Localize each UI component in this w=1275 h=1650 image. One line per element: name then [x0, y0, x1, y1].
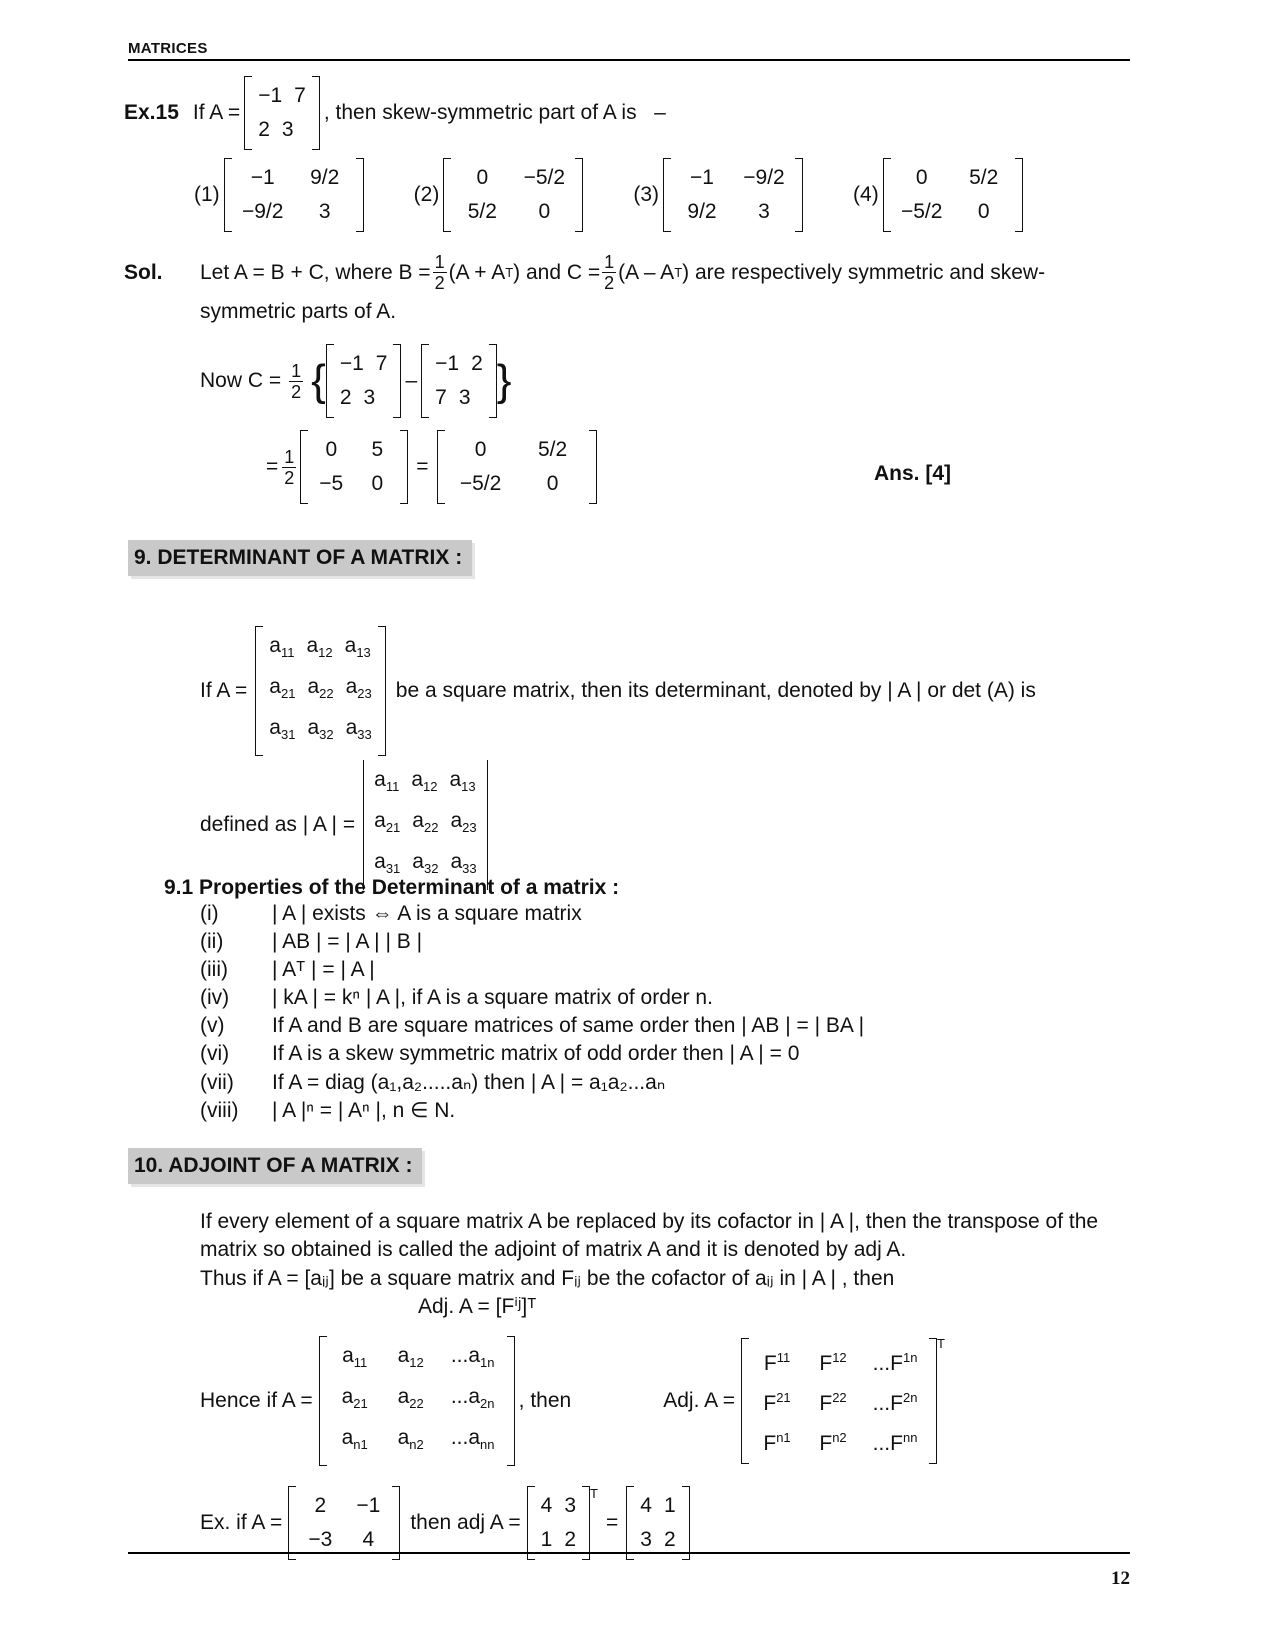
option-3-matrix: −1 −9/2 9/2 3 — [663, 158, 803, 232]
hence-equation: Hence if A = $a_{11}$ $a_{12}$ $...a_{1n}$ $a_{21}$ $a_{22}$ $...a_{2n}$ $a_{n1}$ $a_{n2}$ $...a_{nn}$ , then Adj. A = $F^{11}$ $F^{12}$ $...F^{1n}$ $F^{21}$ $F^{22}$ $...F^{2n}$ $F^{n1}$ $F^{n2}$ $...F^{nn}$ $^T$ — [200, 1336, 945, 1466]
solution-line-2: symmetric parts of A. — [200, 300, 397, 323]
option-1-label: (1) — [194, 183, 220, 206]
option-4-label: (4) — [853, 183, 879, 206]
c-result-equation: = $\frac{1}{2}$ 0 5 −5 0 = 0 5/2 −5/2 0 — [266, 430, 597, 504]
page-header: MATRICES — [128, 40, 208, 57]
option-4-matrix: 0 5/2 −5/2 0 — [883, 158, 1023, 232]
half-fraction: $\frac{1}{2}$ — [604, 252, 615, 293]
option-2-matrix: 0 −5/2 5/2 0 — [443, 158, 583, 232]
property-item: (v) If A and B are square matrices of same order then | AB | = | BA | — [200, 1014, 865, 1037]
page-number: 12 — [1111, 1568, 1130, 1589]
example-cofactors: 4 3 1 2 — [527, 1486, 590, 1560]
adjoint-example: Ex. if A = 2 −1 −3 4 then adj A = 4 3 1 2 $^T$ = 4 1 3 2 — [200, 1486, 690, 1560]
footer-rule — [128, 1552, 1130, 1554]
now-c-equation: Now C = $\frac{1}{2}$ { −1 7 2 3 – −1 2 7 3 } — [200, 344, 512, 418]
example-suffix: , then skew-symmetric part of A is – — [323, 101, 666, 124]
det-defined-as: defined as | A | = $a_{11}$ $a_{12}$ $a_{13}$ $a_{21}$ $a_{22}$ $a_{23}$ $a_{31}$ $a_{32}$ $a_{33}$ — [200, 760, 488, 890]
adjoint-para-1: If every element of a square matrix A be replaced by its cofactor in | A |, then the transpose of the — [200, 1210, 1099, 1233]
example-adjoint: 4 1 3 2 — [626, 1486, 689, 1560]
property-item: (i) | A | exists ⇔ A is a square matrix — [200, 902, 582, 925]
property-item: (vii) If A = diag (a₁,a₂.....aₙ) then | A | = a₁a₂...aₙ — [200, 1071, 666, 1094]
example-matrix: 2 −1 −3 4 — [288, 1486, 400, 1560]
adjoint-formula: Adj. A = [Fⁱʲ]ᵀ — [418, 1295, 537, 1318]
example-15 — [124, 76, 666, 150]
property-item: (iii) | Aᵀ | = | A | — [200, 958, 375, 981]
matrix-nxn: $a_{11}$ $a_{12}$ $...a_{1n}$ $a_{21}$ $a_{22}$ $...a_{2n}$ $a_{n1}$ $a_{n2}$ $...a_{nn}$ — [319, 1336, 515, 1466]
header-rule — [128, 59, 1130, 61]
det-definition: If A = $a_{11}$ $a_{12}$ $a_{13}$ $a_{21}$ $a_{22}$ $a_{23}$ $a_{31}$ $a_{32}$ $a_{33}$ be a square matrix, then its determinant, denoted by | A | or det (A) is — [200, 626, 1036, 756]
answer: Ans. [4] — [874, 462, 952, 485]
property-item: (iv) | kA | = kⁿ | A |, if A is a square matrix of order n. — [200, 986, 713, 1009]
adjoint-para-3: Thus if A = [aᵢⱼ] be a square matrix and Fᵢⱼ be the cofactor of aᵢⱼ in | A | , then — [200, 1267, 895, 1290]
matrix-A: −1 7 2 3 — [244, 76, 320, 150]
option-1-matrix: −1 9/2 −9/2 3 — [224, 158, 364, 232]
option-3-label: (3) — [633, 183, 660, 206]
solution-label: Sol. — [124, 260, 163, 284]
property-item: (vi) If A is a skew symmetric matrix of odd order then | A | = 0 — [200, 1042, 800, 1065]
matrix-3x3: $a_{11}$ $a_{12}$ $a_{13}$ $a_{21}$ $a_{22}$ $a_{23}$ $a_{31}$ $a_{32}$ $a_{33}$ — [255, 626, 385, 756]
property-item: (viii) | A |ⁿ = | Aⁿ |, n ∈ N. — [200, 1099, 456, 1122]
properties-heading: 9.1 Properties of the Determinant of a matrix : — [164, 876, 620, 899]
solution-line-1: Sol. Let A = B + C, where B = $\frac{1}{2}$ (A + A T ) and C = $\frac{1}{2}$ (A – A T ) are respectively symmetric and skew- — [124, 252, 1046, 293]
matrix-A-copy: −1 7 2 3 — [326, 344, 402, 418]
option-2-label: (2) — [413, 183, 440, 206]
matrix-A-transpose: −1 2 7 3 — [421, 344, 497, 418]
cofactor-matrix: $F^{11}$ $F^{12}$ $...F^{1n}$ $F^{21}$ $F^{22}$ $...F^{2n}$ $F^{n1}$ $F^{n2}$ $...F^{nn}$ — [741, 1338, 937, 1464]
adjoint-para-2: matrix so obtained is called the adjoint of matrix A and it is denoted by adj A. — [200, 1238, 907, 1261]
example-prefix: If A = — [192, 101, 241, 124]
options-row — [194, 158, 1023, 232]
property-item: (ii) | AB | = | A | | B | — [200, 930, 423, 953]
example-label: Ex.15 — [124, 101, 179, 124]
matrix-result: 0 5/2 −5/2 0 — [437, 430, 597, 504]
section-9-heading: 9. DETERMINANT OF A MATRIX : — [128, 540, 472, 576]
half-fraction: $\frac{1}{2}$ — [434, 252, 445, 293]
matrix-diff: 0 5 −5 0 — [300, 430, 408, 504]
section-10-heading: 10. ADJOINT OF A MATRIX : — [128, 1148, 422, 1184]
determinant-3x3: $a_{11}$ $a_{12}$ $a_{13}$ $a_{21}$ $a_{22}$ $a_{23}$ $a_{31}$ $a_{32}$ $a_{33}$ — [363, 760, 487, 890]
